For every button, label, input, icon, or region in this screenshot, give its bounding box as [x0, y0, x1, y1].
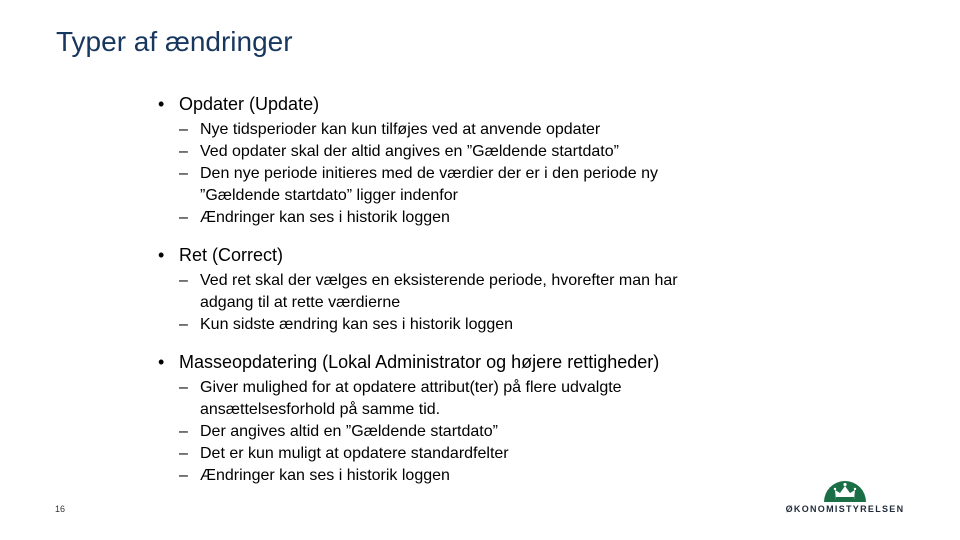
section-correct — [158, 243, 758, 336]
list-item-text: Giver mulighed for at opdatere attribut(ter) på flere udvalgte ansættelsesforhold på samme tid. — [200, 379, 622, 418]
list-item — [158, 207, 758, 229]
logo-text: ØKONOMISTYRELSEN — [785, 504, 905, 514]
crown-icon — [822, 478, 868, 504]
bullet-marker: • — [158, 94, 165, 114]
dash-marker: – — [179, 445, 188, 462]
list-item-text: Ved opdater skal der altid angives en ”Gældende startdato” — [200, 143, 619, 160]
list-item — [158, 163, 720, 207]
bullet-marker: • — [158, 352, 165, 372]
dash-marker: – — [179, 143, 188, 160]
section-heading — [158, 92, 758, 116]
page-number: 16 — [55, 504, 66, 514]
dash-marker: – — [179, 272, 188, 289]
slide-title: Typer af ændringer — [56, 26, 293, 57]
section-heading-text: Masseopdatering (Lokal Administrator og højere rettigheder) — [179, 352, 660, 372]
list-item — [158, 119, 758, 141]
list-item-text: Nye tidsperioder kan kun tilføjes ved at anvende opdater — [200, 121, 601, 138]
logo — [782, 478, 908, 516]
dash-marker: – — [179, 165, 188, 182]
list-item — [158, 270, 715, 314]
list-item-text: Ændringer kan ses i historik loggen — [200, 467, 450, 484]
section-heading — [158, 243, 758, 267]
list-item — [158, 141, 758, 163]
list-item-text: Ved ret skal der vælges en eksisterende periode, hvorefter man har adgang til at rette værdierne — [200, 272, 678, 311]
section-mass-update — [158, 350, 758, 487]
dash-marker: – — [179, 316, 188, 333]
section-heading-text: Opdater (Update) — [179, 94, 320, 114]
dash-marker: – — [179, 121, 188, 138]
list-item — [158, 314, 758, 336]
dash-marker: – — [179, 209, 188, 226]
list-item — [158, 465, 758, 487]
section-heading — [158, 350, 758, 374]
dash-marker: – — [179, 467, 188, 484]
dash-marker: – — [179, 379, 188, 396]
list-item — [158, 443, 758, 465]
list-item — [158, 421, 758, 443]
list-item-text: Kun sidste ændring kan ses i historik loggen — [200, 316, 514, 333]
section-heading-text: Ret (Correct) — [179, 245, 284, 265]
list-item-text: Ændringer kan ses i historik loggen — [200, 209, 450, 226]
bullet-marker: • — [158, 245, 165, 265]
list-item-text: Der angives altid en ”Gældende startdato” — [200, 423, 498, 440]
dash-marker: – — [179, 423, 188, 440]
section-update — [158, 92, 758, 229]
list-item — [158, 377, 720, 421]
slide-content — [158, 92, 758, 501]
list-item-text: Det er kun muligt at opdatere standardfelter — [200, 445, 509, 462]
list-item-text: Den nye periode initieres med de værdier der er i den periode ny ”Gældende startdato” ligger indenfor — [200, 165, 659, 204]
